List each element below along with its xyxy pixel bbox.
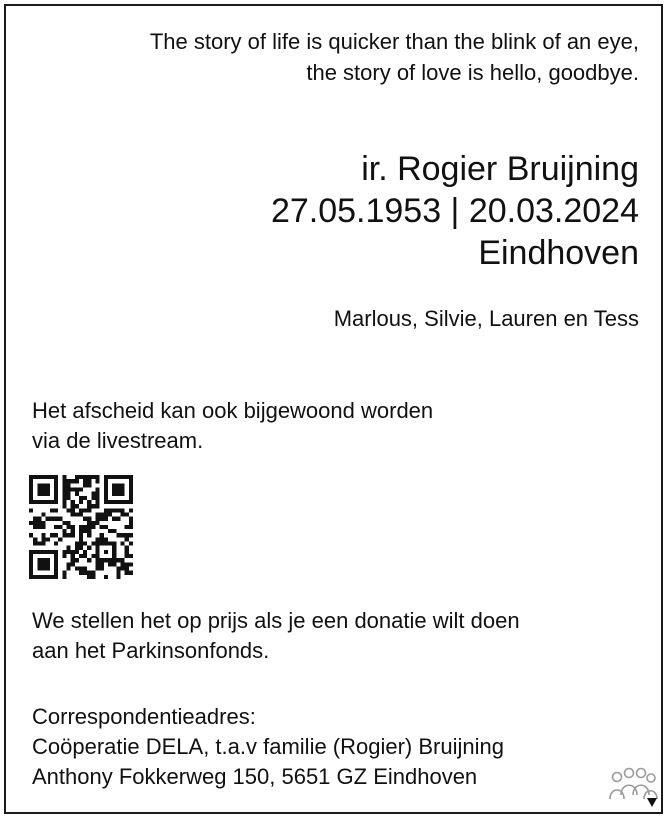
dela-logo[interactable] [606, 765, 658, 809]
dela-family-logo-icon [610, 769, 657, 800]
correspondence-address [32, 702, 504, 792]
qr-code-icon[interactable] [29, 475, 133, 579]
deceased-name: ir. Rogier Bruijning [361, 150, 639, 188]
address-line-1: Coöperatie DELA, t.a.v familie (Rogier) Bruijning [32, 734, 504, 759]
address-line-2: Anthony Fokkerweg 150, 5651 GZ Eindhoven [32, 764, 478, 789]
address-heading: Correspondentieadres: [32, 704, 256, 729]
livestream-line-2: via de livestream. [32, 428, 204, 453]
quote [39, 26, 639, 88]
deceased-dates: 27.05.1953 | 20.03.2024 [270, 192, 639, 230]
family-names: Marlous, Silvie, Lauren en Tess [333, 306, 639, 331]
deceased-info [39, 148, 639, 274]
arrow-down-icon [647, 798, 657, 807]
donation-line-2: aan het Parkinsonfonds. [32, 638, 270, 663]
donation-text [32, 606, 520, 666]
livestream-text [32, 396, 433, 456]
livestream-line-1: Het afscheid kan ook bijgewoond worden [32, 398, 434, 423]
deceased-place: Eindhoven [478, 234, 639, 272]
quote-line-1: The story of life is quicker than the blink of an eye, [149, 29, 639, 54]
donation-line-1: We stellen het op prijs als je een donatie wilt doen [32, 608, 520, 633]
quote-line-2: the story of love is hello, goodbye. [306, 60, 639, 85]
